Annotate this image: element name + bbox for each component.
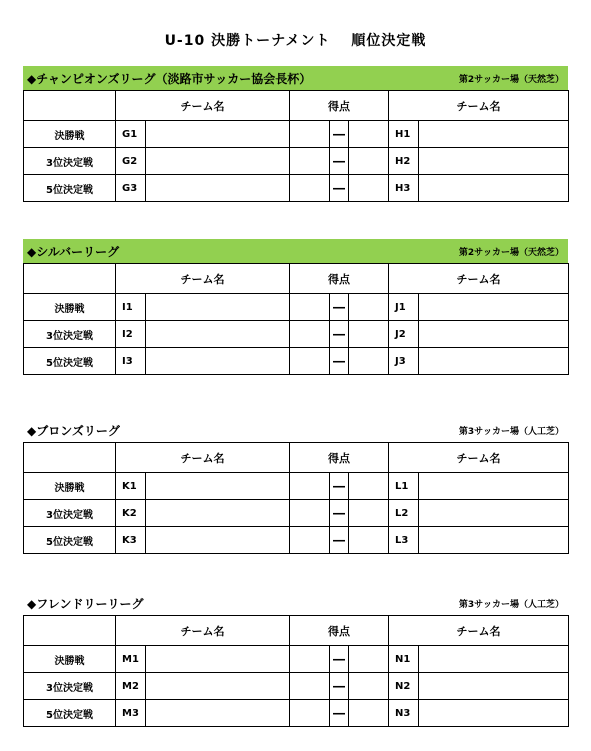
header-team-name: チーム名 xyxy=(116,443,290,473)
table-header-row xyxy=(24,616,569,646)
match-table xyxy=(23,615,569,727)
left-score-cell[interactable] xyxy=(290,321,330,348)
right-team-code: L1 xyxy=(389,473,419,500)
left-team-name-field[interactable] xyxy=(146,473,290,500)
match-label: 決勝戦 xyxy=(24,473,116,500)
left-score-cell[interactable] xyxy=(290,646,330,673)
table-row xyxy=(24,500,569,527)
venue-label: 第2サッカー場（天然芝） xyxy=(458,74,564,85)
right-team-code: J1 xyxy=(389,294,419,321)
score-dash: ― xyxy=(330,646,349,673)
table-header-row xyxy=(24,264,569,294)
match-label: 5位決定戦 xyxy=(24,700,116,727)
left-team-name-field[interactable] xyxy=(146,700,290,727)
score-dash: ― xyxy=(330,700,349,727)
right-score-cell[interactable] xyxy=(349,348,389,375)
league-title: ◆シルバーリーグ xyxy=(27,244,120,259)
right-score-cell[interactable] xyxy=(349,500,389,527)
left-score-cell[interactable] xyxy=(290,148,330,175)
league-section xyxy=(23,418,568,554)
header-blank-cell xyxy=(24,264,116,294)
score-dash: ― xyxy=(330,500,349,527)
right-team-name-field[interactable] xyxy=(419,294,569,321)
score-dash: ― xyxy=(330,348,349,375)
right-score-cell[interactable] xyxy=(349,148,389,175)
match-table xyxy=(23,90,569,202)
table-row xyxy=(24,700,569,727)
league-section xyxy=(23,591,568,727)
match-label: 決勝戦 xyxy=(24,121,116,148)
right-team-code: L2 xyxy=(389,500,419,527)
right-team-code: N2 xyxy=(389,673,419,700)
left-score-cell[interactable] xyxy=(290,294,330,321)
header-team-name: チーム名 xyxy=(389,264,569,294)
match-table xyxy=(23,442,569,554)
right-team-name-field[interactable] xyxy=(419,175,569,202)
left-team-name-field[interactable] xyxy=(146,500,290,527)
score-dash: ― xyxy=(330,121,349,148)
left-score-cell[interactable] xyxy=(290,500,330,527)
left-team-code: K1 xyxy=(116,473,146,500)
left-team-name-field[interactable] xyxy=(146,646,290,673)
left-score-cell[interactable] xyxy=(290,121,330,148)
match-label: 3位決定戦 xyxy=(24,148,116,175)
right-team-name-field[interactable] xyxy=(419,700,569,727)
left-score-cell[interactable] xyxy=(290,527,330,554)
table-row xyxy=(24,673,569,700)
table-row xyxy=(24,294,569,321)
header-blank-cell xyxy=(24,91,116,121)
left-team-name-field[interactable] xyxy=(146,148,290,175)
league-title: ◆フレンドリーリーグ xyxy=(27,596,144,611)
right-score-cell[interactable] xyxy=(349,121,389,148)
right-team-code: H1 xyxy=(389,121,419,148)
score-dash: ― xyxy=(330,175,349,202)
page-title: U-10 決勝トーナメント 順位決定戦 xyxy=(164,33,427,49)
right-score-cell[interactable] xyxy=(349,527,389,554)
league-title: ◆チャンピオンズリーグ（淡路市サッカー協会長杯） xyxy=(27,71,312,86)
score-dash: ― xyxy=(330,673,349,700)
left-team-name-field[interactable] xyxy=(146,348,290,375)
right-team-name-field[interactable] xyxy=(419,473,569,500)
right-score-cell[interactable] xyxy=(349,646,389,673)
venue-label: 第2サッカー場（天然芝） xyxy=(458,247,564,258)
table-row xyxy=(24,121,569,148)
right-team-code: J2 xyxy=(389,321,419,348)
league-section xyxy=(23,239,568,375)
league-header-band xyxy=(23,418,568,442)
right-score-cell[interactable] xyxy=(349,321,389,348)
header-blank-cell xyxy=(24,443,116,473)
match-label: 3位決定戦 xyxy=(24,321,116,348)
table-header-row xyxy=(24,443,569,473)
league-title: ◆ブロンズリーグ xyxy=(27,423,120,438)
venue-label: 第3サッカー場（人工芝） xyxy=(458,599,564,610)
left-team-code: G2 xyxy=(116,148,146,175)
header-score: 得点 xyxy=(290,616,389,646)
table-row xyxy=(24,646,569,673)
league-header-band xyxy=(23,239,568,263)
left-team-code: K3 xyxy=(116,527,146,554)
right-team-name-field[interactable] xyxy=(419,673,569,700)
score-dash: ― xyxy=(330,294,349,321)
right-team-name-field[interactable] xyxy=(419,646,569,673)
left-team-name-field[interactable] xyxy=(146,527,290,554)
score-dash: ― xyxy=(330,473,349,500)
right-team-code: H3 xyxy=(389,175,419,202)
left-score-cell[interactable] xyxy=(290,673,330,700)
score-dash: ― xyxy=(330,148,349,175)
league-header-band xyxy=(23,591,568,615)
match-label: 3位決定戦 xyxy=(24,500,116,527)
right-team-name-field[interactable] xyxy=(419,148,569,175)
left-team-name-field[interactable] xyxy=(146,294,290,321)
table-row xyxy=(24,348,569,375)
right-team-name-field[interactable] xyxy=(419,121,569,148)
left-team-code: M1 xyxy=(116,646,146,673)
score-dash: ― xyxy=(330,321,349,348)
left-score-cell[interactable] xyxy=(290,473,330,500)
right-team-code: N3 xyxy=(389,700,419,727)
right-team-code: H2 xyxy=(389,148,419,175)
league-section xyxy=(23,66,568,202)
table-row xyxy=(24,527,569,554)
right-team-code: L3 xyxy=(389,527,419,554)
score-dash: ― xyxy=(330,527,349,554)
right-team-code: J3 xyxy=(389,348,419,375)
table-row xyxy=(24,321,569,348)
header-team-name: チーム名 xyxy=(389,443,569,473)
match-label: 5位決定戦 xyxy=(24,348,116,375)
right-team-name-field[interactable] xyxy=(419,321,569,348)
left-score-cell[interactable] xyxy=(290,700,330,727)
table-row xyxy=(24,473,569,500)
venue-label: 第3サッカー場（人工芝） xyxy=(458,426,564,437)
right-score-cell[interactable] xyxy=(349,673,389,700)
header-score: 得点 xyxy=(290,264,389,294)
left-team-code: I1 xyxy=(116,294,146,321)
match-table xyxy=(23,263,569,375)
header-team-name: チーム名 xyxy=(116,264,290,294)
left-team-name-field[interactable] xyxy=(146,175,290,202)
match-label: 決勝戦 xyxy=(24,294,116,321)
left-team-name-field[interactable] xyxy=(146,321,290,348)
right-team-name-field[interactable] xyxy=(419,500,569,527)
left-team-code: I3 xyxy=(116,348,146,375)
left-team-code: K2 xyxy=(116,500,146,527)
table-header-row xyxy=(24,91,569,121)
left-team-code: M2 xyxy=(116,673,146,700)
match-label: 5位決定戦 xyxy=(24,175,116,202)
left-team-name-field[interactable] xyxy=(146,673,290,700)
left-team-code: I2 xyxy=(116,321,146,348)
table-row xyxy=(24,148,569,175)
header-blank-cell xyxy=(24,616,116,646)
header-score: 得点 xyxy=(290,443,389,473)
header-team-name: チーム名 xyxy=(116,91,290,121)
match-label: 5位決定戦 xyxy=(24,527,116,554)
league-header-band xyxy=(23,66,568,90)
right-score-cell[interactable] xyxy=(349,473,389,500)
left-team-code: M3 xyxy=(116,700,146,727)
right-score-cell[interactable] xyxy=(349,294,389,321)
match-label: 決勝戦 xyxy=(24,646,116,673)
right-team-name-field[interactable] xyxy=(419,527,569,554)
right-team-code: N1 xyxy=(389,646,419,673)
match-label: 3位決定戦 xyxy=(24,673,116,700)
right-score-cell[interactable] xyxy=(349,700,389,727)
left-team-code: G1 xyxy=(116,121,146,148)
header-team-name: チーム名 xyxy=(389,91,569,121)
header-score: 得点 xyxy=(290,91,389,121)
left-team-name-field[interactable] xyxy=(146,121,290,148)
right-team-name-field[interactable] xyxy=(419,348,569,375)
table-row xyxy=(24,175,569,202)
left-score-cell[interactable] xyxy=(290,175,330,202)
right-score-cell[interactable] xyxy=(349,175,389,202)
left-team-code: G3 xyxy=(116,175,146,202)
header-team-name: チーム名 xyxy=(389,616,569,646)
left-score-cell[interactable] xyxy=(290,348,330,375)
header-team-name: チーム名 xyxy=(116,616,290,646)
